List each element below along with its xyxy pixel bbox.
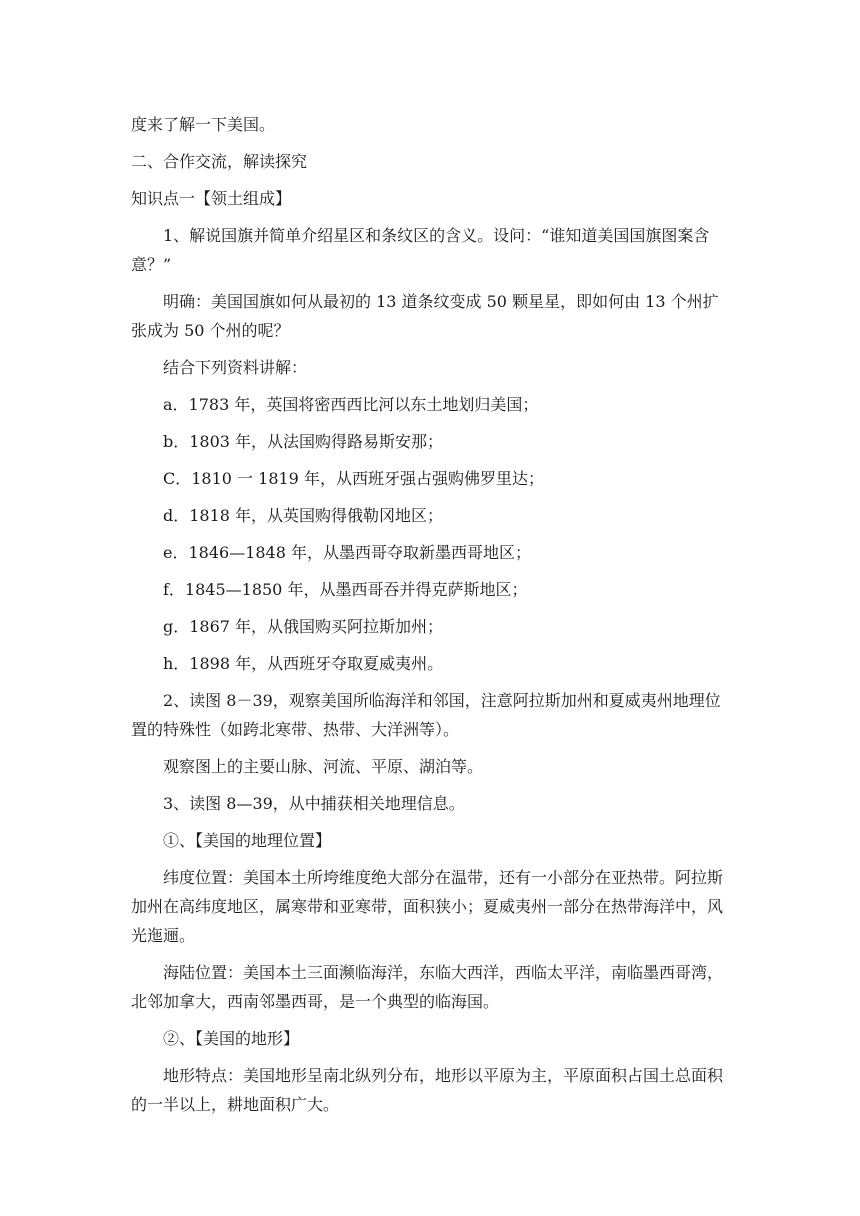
paragraph-map-reading-2: 3、读图 8—39，从中捕获相关地理信息。 — [163, 794, 465, 813]
list-item-d: d．1818 年，从英国购得俄勒冈地区； — [163, 506, 444, 525]
list-item-e: e．1846—1848 年，从墨西哥夺取新墨西哥地区； — [163, 543, 531, 562]
list-item-a: a．1783 年，英国将密西西比河以东土地划归美国； — [163, 395, 539, 414]
paragraph-land-sea-position: 海陆位置：美国本土三面濒临海洋，东临大西洋，西临太平洋，南临墨西哥湾，北邻加拿大，西南邻墨西哥，是一个典型的临海国。 — [131, 963, 724, 1011]
list-item-g: g．1867 年，从俄国购买阿拉斯加州； — [163, 617, 444, 636]
paragraph-flag-clarification: 明确：美国国旗如何从最初的 13 道条纹变成 50 颗星星，即如何由 13 个州扩张成为 50 个州的呢？ — [131, 292, 719, 340]
paragraph-materials-intro: 结合下列资料讲解： — [163, 358, 308, 377]
subheading-terrain: ②、【美国的地形】 — [163, 1029, 300, 1048]
document-body — [131, 110, 731, 1127]
list-item-f: f．1845—1850 年，从墨西哥吞并得克萨斯地区； — [163, 580, 528, 599]
list-item-c: C．1810 一 1819 年，从西班牙强占强购佛罗里达； — [163, 469, 544, 488]
list-item-b: b．1803 年，从法国购得路易斯安那； — [163, 432, 444, 451]
paragraph-flag-question: 1、解说国旗并简单介绍星区和条纹区的含义。设问：“谁知道美国国旗图案含意？” — [131, 226, 710, 274]
paragraph-latitude-position: 纬度位置：美国本土所垮维度绝大部分在温带，还有一小部分在亚热带。阿拉斯加州在高纬度地区，属寒带和亚寒带，面积狭小；夏威夷州一部分在热带海洋中，风光迤逦。 — [131, 868, 724, 945]
paragraph-terrain-features: 地形特点：美国地形呈南北纵列分布，地形以平原为主，平原面积占国土总面积的一半以上，耕地面积广大。 — [131, 1066, 724, 1114]
list-item-h: h．1898 年，从西班牙夺取夏威夷州。 — [163, 654, 444, 673]
knowledge-point-heading: 知识点一【领土组成】 — [131, 189, 292, 208]
subheading-geographic-location: ①、【美国的地理位置】 — [163, 831, 332, 850]
section-heading-cooperation: 二、合作交流，解读探究 — [131, 152, 308, 171]
paragraph-map-features: 观察图上的主要山脉、河流、平原、湖泊等。 — [163, 757, 484, 776]
paragraph-map-reading-1: 2、读图 8－39，观察美国所临海洋和邻国，注意阿拉斯加州和夏威夷州地理位置的特殊性（如跨北寒带、热带、大洋洲等）。 — [131, 691, 721, 739]
paragraph-intro-tail: 度来了解一下美国。 — [131, 115, 276, 134]
